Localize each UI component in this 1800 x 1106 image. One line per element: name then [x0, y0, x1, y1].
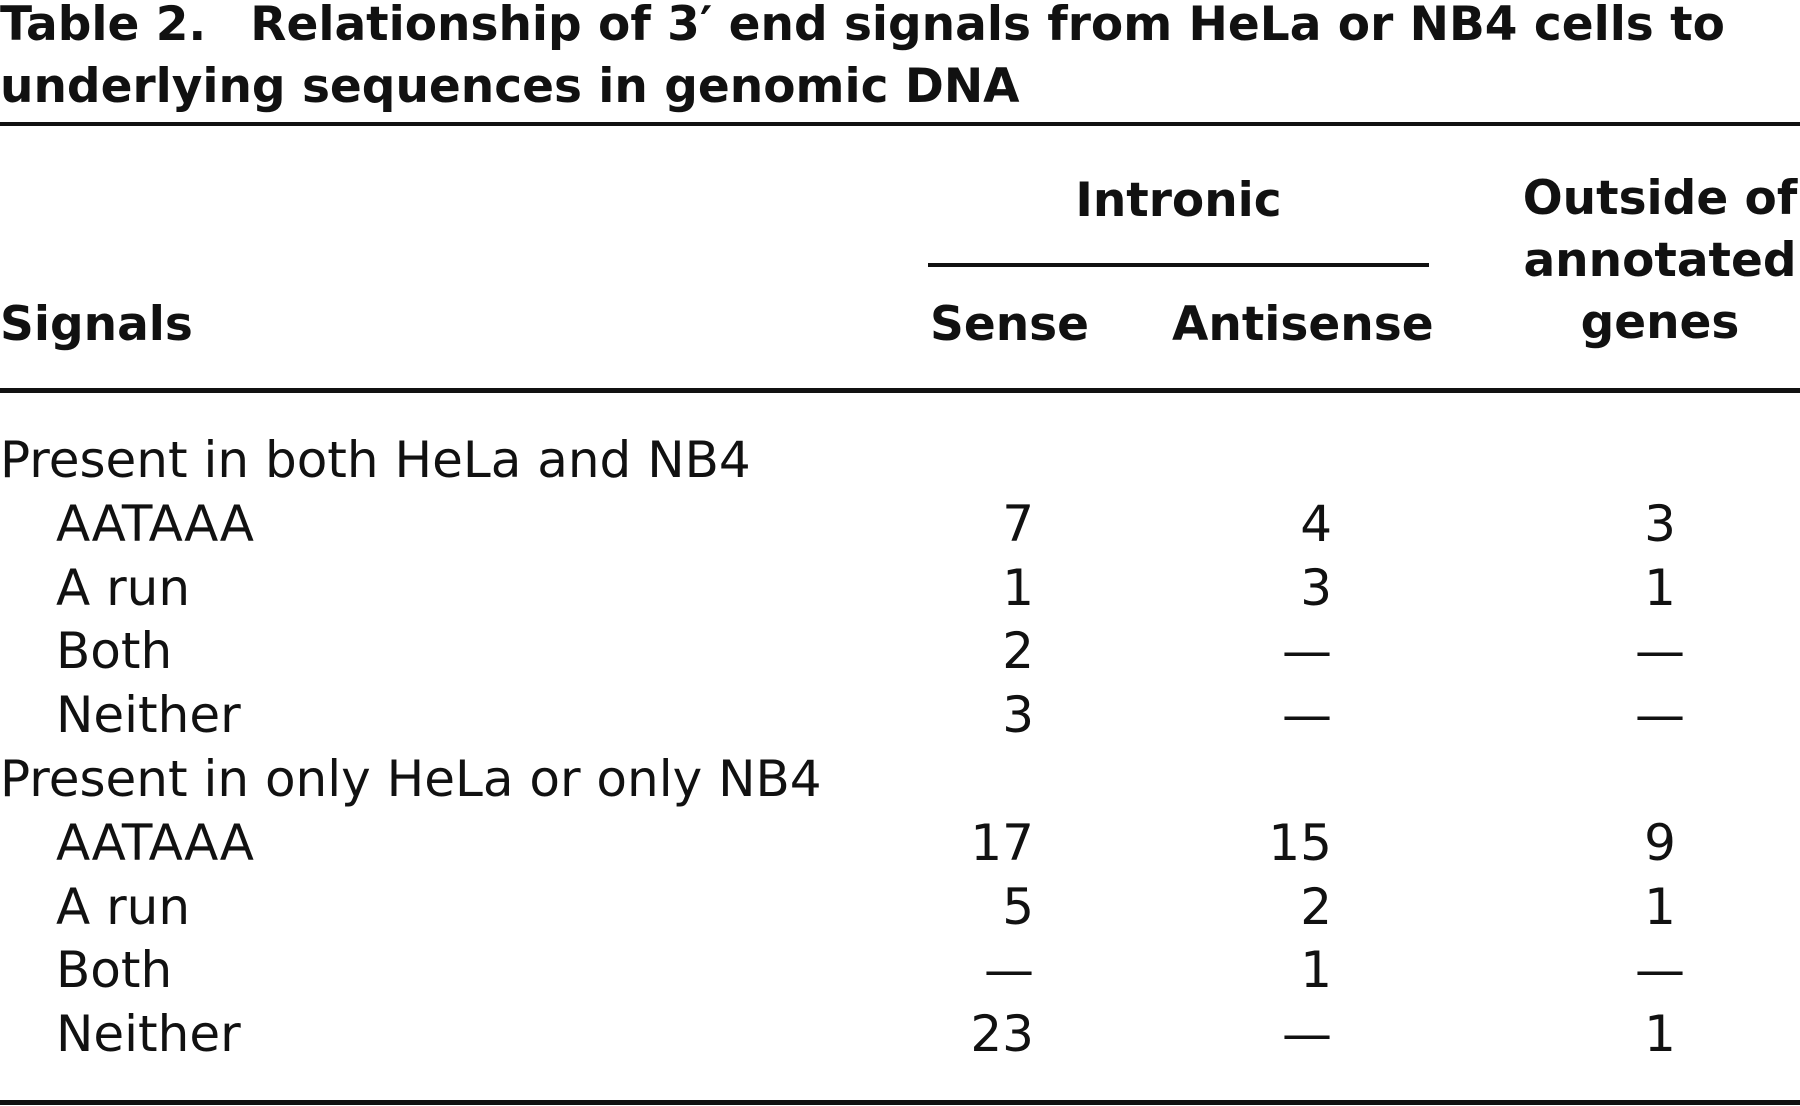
cell-outside: —: [1635, 941, 1685, 1000]
cell-sense: 3: [1002, 686, 1034, 745]
cell-outside: 1: [1644, 558, 1676, 617]
row-label: Both: [56, 622, 173, 681]
table-caption: [0, 0, 1800, 118]
table-row: [0, 875, 1800, 939]
row-label: A run: [56, 877, 191, 936]
table-row: [0, 619, 1800, 683]
header-signals: Signals: [0, 297, 193, 352]
cell-sense: 1: [1002, 558, 1034, 617]
cell-antisense: 1: [1300, 941, 1332, 1000]
cell-sense: 5: [1002, 877, 1034, 936]
table-row: [0, 556, 1800, 620]
cell-outside: 1: [1644, 1005, 1676, 1064]
section-row: [0, 747, 1800, 811]
cell-outside: —: [1635, 686, 1685, 745]
row-label: Neither: [56, 686, 241, 745]
top-rule: [0, 122, 1800, 126]
cell-outside: 1: [1644, 877, 1676, 936]
section-row: [0, 428, 1800, 492]
header-outside-line: Outside of: [1522, 171, 1798, 226]
cell-antisense: 2: [1300, 877, 1332, 936]
table-row: [0, 683, 1800, 747]
header-sense: Sense: [930, 297, 1090, 352]
header-outside-line: genes: [1580, 295, 1740, 350]
cell-sense: —: [984, 941, 1034, 1000]
table-row: [0, 1002, 1800, 1066]
cell-antisense: —: [1282, 1005, 1332, 1064]
header-antisense: Antisense: [1172, 297, 1434, 352]
header-outside-line: annotated: [1523, 233, 1797, 288]
row-label: Neither: [56, 1005, 241, 1064]
table-row: [0, 938, 1800, 1002]
cell-sense: 23: [970, 1005, 1034, 1064]
bottom-rule: [0, 1100, 1800, 1105]
cell-antisense: —: [1282, 686, 1332, 745]
intronic-group-rule: [928, 263, 1429, 267]
table-row: [0, 492, 1800, 556]
table-row: [0, 811, 1800, 875]
table-title: Relationship of 3′ end signals from HeLa or NB4 cells to underlying sequences in genomic DNA: [0, 0, 1725, 114]
table-number: Table 2.: [0, 0, 207, 52]
header-rule: [0, 388, 1800, 393]
cell-antisense: 3: [1300, 558, 1332, 617]
cell-antisense: 15: [1268, 813, 1332, 872]
cell-sense: 2: [1002, 622, 1034, 681]
cell-sense: 7: [1002, 494, 1034, 553]
header-intronic: Intronic: [1075, 173, 1282, 228]
row-label: AATAAA: [56, 813, 254, 872]
cell-outside: —: [1635, 622, 1685, 681]
cell-antisense: —: [1282, 622, 1332, 681]
section-label: Present in only HeLa or only NB4: [0, 750, 822, 808]
row-label: AATAAA: [56, 494, 254, 553]
cell-outside: 3: [1644, 494, 1676, 553]
cell-antisense: 4: [1300, 494, 1332, 553]
cell-sense: 17: [970, 813, 1034, 872]
header-outside-annotated-genes: [1510, 168, 1800, 354]
row-label: A run: [56, 558, 191, 617]
cell-outside: 9: [1644, 813, 1676, 872]
row-label: Both: [56, 941, 173, 1000]
section-label: Present in both HeLa and NB4: [0, 431, 751, 489]
